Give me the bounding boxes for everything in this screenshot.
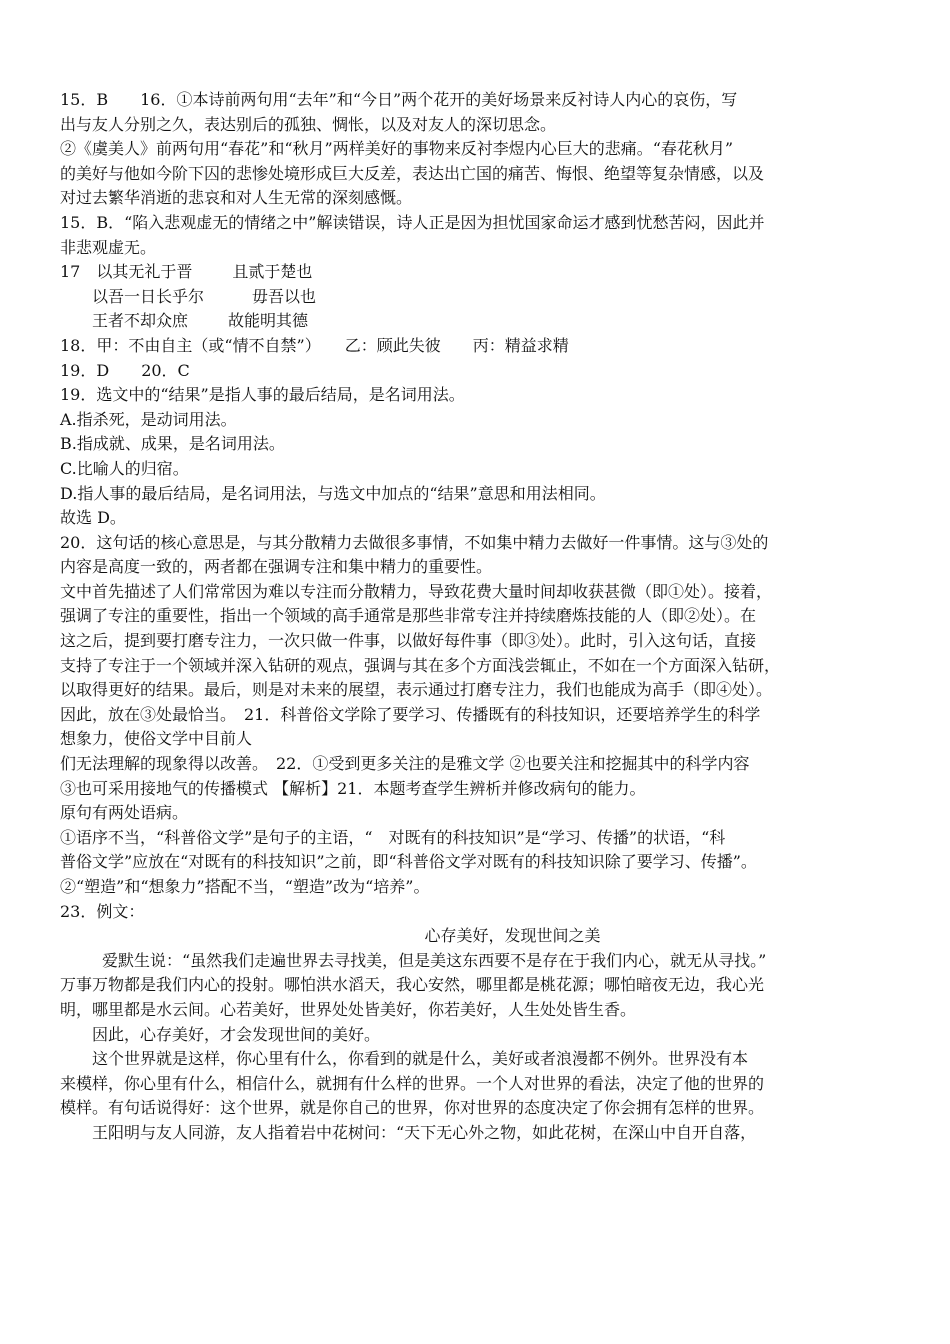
text-line: 因此，放在③处最恰当。 21．科普俗文学除了要学习、传播既有的科技知识，还要培养学生的科学 bbox=[60, 704, 761, 724]
text-line: ②“塑造”和“想象力”搭配不当，“塑造”改为“培养”。 bbox=[60, 877, 430, 896]
essay-line: 明，哪里都是水云间。心若美好，世界处处皆美好，你若美好，人生处处皆生香。 bbox=[60, 999, 637, 1019]
essay-title: 心存美好，发现世间之美 bbox=[424, 926, 601, 946]
essay-line: 来模样，你心里有什么，相信什么，就拥有什么样的世界。一个人对世界的看法，决定了他的世界的 bbox=[60, 1073, 765, 1093]
text-line: 支持了专注于一个领域并深入钻研的观点，强调与其在多个方面浅尝辄止，不如在一个方面深入钻研， bbox=[60, 655, 781, 675]
text-line: ②《虞美人》前两句用“春花”和“秋月”两样美好的事物来反衬李煜内心巨大的悲痛。“春花秋月” bbox=[60, 139, 734, 159]
text-line: A.指杀死，是动词用法。 bbox=[60, 409, 237, 429]
q17-right: 且贰于楚也 bbox=[232, 262, 313, 282]
text-line: 20．这句话的核心意思是，与其分散精力去做很多事情，不如集中精力去做好一件事情。这与③处的 bbox=[60, 532, 769, 552]
text-line: 19．D 20．C bbox=[60, 360, 190, 380]
text-line: 以取得更好的结果。最后，则是对未来的展望，表示通过打磨专注力，我们也能成为高手（即④处）。 bbox=[60, 680, 773, 700]
text-line: 15．B 16．①本诗前两句用“去年”和“今日”两个花开的美好场景来反衬诗人内心的哀伤，写 bbox=[60, 90, 738, 109]
text-line: 15．B．“陷入悲观虚无的情绪之中”解读错误，诗人正是因为担忧国家命运才感到忧愁苦闷，因此并 bbox=[60, 212, 765, 232]
text-line: 非悲观虚无。 bbox=[60, 237, 157, 257]
text-line: 出与友人分别之久，表达别后的孤独、惆怅，以及对友人的深切思念。 bbox=[60, 114, 557, 134]
q17-left: 以吾一日长乎尔 bbox=[92, 286, 205, 306]
text-line: 这之后，提到要打磨专注力，一次只做一件事，以做好每件事（即③处）。此时，引入这句话，直接 bbox=[60, 631, 757, 651]
text-line: 普俗文学”应放在“对既有的科技知识”之前，即“科普俗文学对既有的科技知识除了要学习、传播”。 bbox=[60, 852, 757, 872]
q17-row bbox=[60, 309, 905, 334]
text-line: 对过去繁华消逝的悲哀和对人生无常的深刻感慨。 bbox=[60, 188, 413, 208]
text-line: 们无法理解的现象得以改善。 22．①受到更多关注的是雅文学 ②也要关注和挖掘其中的科学内容 bbox=[60, 754, 750, 774]
text-line: 18．甲：不由自主（或“情不自禁”） 乙：顾此失彼 丙：精益求精 bbox=[60, 335, 569, 355]
q17-row bbox=[60, 260, 905, 285]
q17-right: 故能明其德 bbox=[228, 311, 309, 331]
q17-right: 毋吾以也 bbox=[252, 286, 317, 306]
q17-left: 17 以其无礼于晋 bbox=[60, 262, 193, 282]
text-line: 的美好与他如今阶下囚的悲惨处境形成巨大反差，表达出亡国的痛苦、悔恨、绝望等复杂情感，以及 bbox=[60, 163, 765, 183]
q17-left: 王者不却众庶 bbox=[92, 311, 189, 331]
essay-line: 这个世界就是这样，你心里有什么，你看到的就是什么，美好或者浪漫都不例外。世界没有本 bbox=[92, 1049, 749, 1069]
text-line: 想象力，使俗文学中目前人 bbox=[60, 729, 253, 749]
text-line: 文中首先描述了人们常常因为难以专注而分散精力，导致花费大量时间却收获甚微（即①处）。接着， bbox=[60, 581, 773, 601]
essay-line: 万事万物都是我们内心的投射。哪怕洪水滔天，我心安然，哪里都是桃花源；哪怕暗夜无边，我心光 bbox=[60, 975, 765, 995]
text-line: B.指成就、成果，是名词用法。 bbox=[60, 434, 285, 454]
essay-line: 因此，心存美好，才会发现世间的美好。 bbox=[92, 1024, 381, 1044]
q17-row bbox=[60, 285, 905, 310]
essay-line: 爱默生说：“虽然我们走遍世界去寻找美，但是美这东西要不是存在于我们内心，就无从寻找。” bbox=[102, 950, 767, 970]
text-line: D.指人事的最后结局，是名词用法，与选文中加点的“结果”意思和用法相同。 bbox=[60, 483, 606, 503]
text-line: ③也可采用接地气的传播模式 【解析】21．本题考查学生辨析并修改病句的能力。 bbox=[60, 778, 646, 798]
text-line: 19．选文中的“结果”是指人事的最后结局，是名词用法。 bbox=[60, 385, 465, 405]
text-line: C.比喻人的归宿。 bbox=[60, 458, 189, 478]
text-line: 内容是高度一致的，两者都在强调专注和集中精力的重要性。 bbox=[60, 557, 493, 577]
text-line: 强调了专注的重要性，指出一个领域的高手通常是那些非常专注并持续磨炼技能的人（即②处）。在 bbox=[60, 606, 757, 626]
text-line: 原句有两处语病。 bbox=[60, 803, 189, 823]
text-line: ①语序不当，“科普俗文学”是句子的主语，“ 对既有的科技知识”是“学习、传播”的状语，“科 bbox=[60, 827, 726, 847]
text-line: 23．例文： bbox=[60, 901, 145, 921]
essay-line: 王阳明与友人同游，友人指着岩中花树问：“天下无心外之物，如此花树，在深山中自开自落， bbox=[92, 1122, 757, 1142]
answer-page bbox=[60, 88, 905, 1146]
essay-line: 模样。有句话说得好：这个世界，就是你自己的世界，你对世界的态度决定了你会拥有怎样的世界。 bbox=[60, 1098, 765, 1118]
text-line: 故选 D。 bbox=[60, 508, 126, 528]
